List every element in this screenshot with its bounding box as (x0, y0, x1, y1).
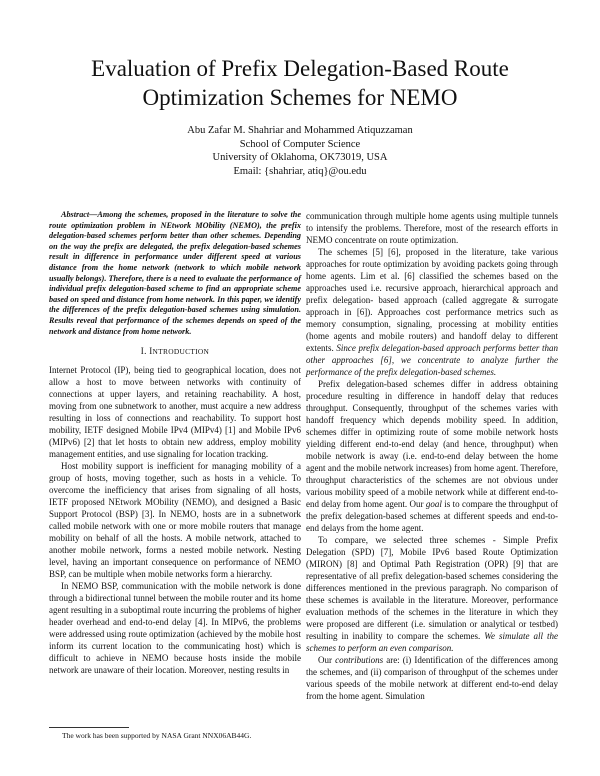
section-title-first-letter: I (149, 346, 153, 357)
right-paragraph-3-text-a: Prefix delegation-based schemes differ in address obtaining procedure resulting in difference in handoff delay that reduces throughput. Consequently, throughput of the schemes varies with handoff frequency which depends mobility speed. In addition, schemes differ in optimizing route of some mobile network hosts yielding different end-to-end delay (and hence, throughput) when mobile network is away (i.e. end-to-end delay between the home agent and the mobile network increases) from home agent. Therefore, throughput characteristics of the schemes are not obvious under various mobility speed of a mobile network while at different end-to-end delay from home agent. Our (306, 379, 558, 509)
right-paragraph-2-emphasis: Since prefix delegation-based approach performs better than other approaches [6], we concentrate to analyze further the performance of the prefix delegation-based schemes. (306, 343, 558, 377)
goal-emphasis: goal (425, 499, 442, 509)
right-column (306, 210, 558, 702)
right-paragraph-3 (306, 378, 558, 534)
right-paragraph-3-text-b: is to compare the throughput of the prefix delegation-based schemes at different speeds and end-to-end delays from the home agent. (306, 499, 558, 533)
section-number: I. (140, 346, 147, 357)
title-line-2: Optimization Schemes for NEMO (142, 85, 458, 110)
section-title-rest: NTRODUCTION (152, 347, 210, 357)
section-heading-introduction (49, 345, 301, 358)
right-paragraph-5-text-a: Our (318, 655, 336, 665)
address: University of Oklahoma, OK73019, USA (212, 152, 388, 163)
author-names: Abu Zafar M. Shahriar and Mohammed Atiquzzaman (187, 125, 413, 136)
email: Email: {shahriar, atiq}@ou.edu (233, 165, 367, 177)
right-paragraph-2-text: The schemes [5] [6], proposed in the literature, take various approaches for route optimization by avoiding packets going through home agents. Lim et al. [6] classified the schemes based on the approaches used i.e. recursive approach, hierarchical approach and prefix delegation- based approach (called aggregate & surrogate approach in [6]). Approaches cost performance metrics such as memory consumption, signaling, processing at mobility entities (home agents and mobile routers) and handoff delay to different extents. (306, 247, 558, 353)
right-paragraph-5-text-b: are: (i) Identification of the differences among the schemes, and (ii) comparison of throughput of the schemes under various speeds of the mobile network at different end-to-end delay from the home agent. Simulation (306, 655, 558, 701)
intro-paragraph-3: In NEMO BSP, communication with the mobile network is done through a bidirectional tunnel between the mobile router and its home agent resulting in a suboptimal route incurring the problems of higher header overhead and end-to-end delay [4]. In MIPv6, the problems were addressed using route optimization (achieved by the mobile host inform its current location to the communicating host) which is difficult to achieve in NEMO because hosts inside the mobile network are unaware of their location. Moreover, nesting results in (49, 581, 301, 676)
intro-paragraph-1: Internet Protocol (IP), being tied to geographical location, does not allow a host to move between networks with continuity of connections at upper layers, and retaining reachability. A host, moving from one subnetwork to another, must acquire a new address resulting in loss of connections and reachability. To support host mobility, IETF designed Mobile IPv4 (MIPv4) [1] and Mobile IPv6 (MIPv6) [2] that let hosts to obtain new address, employ mobility management entities, and use signaling for location tracking. (49, 365, 301, 460)
footnote: The work has been supported by NASA Grant NNX06AB44G. (62, 731, 252, 740)
right-paragraph-2 (306, 246, 558, 378)
right-paragraph-4-text: To compare, we selected three schemes - Simple Prefix Delegation (SPD) [7], Mobile IPv6 based Route Optimization (MIRON) [8] and Optimal Path Registration (OPR) [9] that are representative of all prefix delegation-based schemes considering the differences mentioned in the previous paragraph. No comparison of these schemes is available in the literature. Moreover, performance evaluation methods of the schemes in the literature in which they were proposed are different (i.e. simulation or analytical or testbed) resulting in inability to compare the schemes. (306, 535, 558, 641)
footnote-rule (49, 727, 129, 728)
title-line-1: Evaluation of Prefix Delegation-Based Route (91, 56, 509, 81)
abstract: Abstract—Among the schemes, proposed in the literature to solve the route optimization problem in NEtwork MObility (NEMO), the prefix delegation-based schemes perform better than other schemes. Depending on the way the prefix are delegated, the prefix delegation-based schemes result in difference in performance under different speed at various distance from the home network (network to which mobile network usually belongs). Therefore, there is a need to evaluate the performance of individual prefix delegation-based scheme to find an appropriate scheme based on speed and distance from home network. In this paper, we identify the differences of the prefix delegation-based schemes using simulation. Results reveal that performance of the schemes depends on speed of the network and distance from home network. (49, 210, 301, 336)
left-column (49, 210, 301, 676)
intro-paragraph-2: Host mobility support is inefficient for managing mobility of a group of hosts, moving together, such as hosts in a vehicle. To overcome the inefficiency that arises from signaling of all hosts, IETF proposed NEtwork MObility (NEMO), and designed a Basic Support Protocol (BSP) [3]. In NEMO, hosts are in a subnetwork called mobile network with one or more mobile routers that manage mobility on behalf of all the hosts. A mobile network, attached to another mobile network, forms a nested mobile network. Nesting level, having an important consequence on performance of NEMO BSP, can be multiple when mobile networks form a hierarchy. (49, 461, 301, 580)
right-paragraph-4 (306, 534, 558, 654)
right-paragraph-1: communication through multiple home agents using multiple tunnels to intensify the problems. Therefore, most of the research efforts in NEMO concentrate on route optimization. (306, 211, 558, 245)
right-paragraph-4-emphasis: We simulate all the schemes to perform an even comparison. (306, 631, 558, 653)
right-paragraph-5 (306, 654, 558, 702)
paper-title (40, 54, 560, 112)
affiliation: School of Computer Science (239, 138, 361, 150)
contributions-emphasis: contributions (335, 655, 384, 665)
author-block (100, 124, 500, 178)
